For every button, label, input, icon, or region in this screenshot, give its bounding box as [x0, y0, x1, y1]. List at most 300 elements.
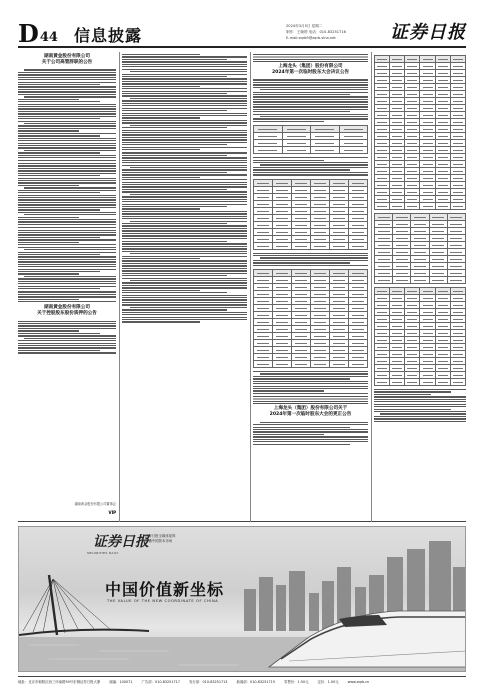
cell-text: [392, 171, 402, 172]
text-line: [260, 422, 368, 423]
cell-text: [344, 143, 363, 144]
table-cell: [254, 304, 273, 311]
text-line: [24, 123, 116, 124]
cell-text: [396, 217, 408, 218]
cell-text: [407, 382, 417, 383]
table-cell: [435, 351, 450, 358]
table-cell: [450, 189, 465, 196]
text-line: [18, 352, 116, 353]
table-cell: [450, 379, 465, 386]
table-cell: [411, 270, 429, 277]
cell-text: [377, 319, 387, 320]
cell-text: [295, 239, 308, 240]
table-row: [254, 346, 368, 353]
table-cell: [390, 56, 405, 63]
text-line: [122, 105, 247, 106]
cell-text: [423, 143, 433, 144]
cell-text: [423, 171, 433, 172]
table-cell: [450, 119, 465, 126]
cell-text: [276, 364, 289, 365]
cell-text: [276, 322, 289, 323]
table-cell: [273, 193, 292, 200]
cell-text: [407, 361, 417, 362]
cell-text: [333, 232, 346, 233]
text-line: [253, 424, 368, 425]
table-cell: [311, 283, 330, 290]
column-divider: [250, 52, 251, 522]
cell-text: [392, 333, 402, 334]
newspaper-logo: 证券日报: [390, 22, 466, 43]
table-cell: [450, 133, 465, 140]
table-cell: [349, 186, 368, 193]
cell-text: [432, 245, 444, 246]
cell-text: [396, 280, 408, 281]
table-cell: [375, 277, 393, 284]
cell-text: [314, 225, 327, 226]
cell-text: [377, 129, 387, 130]
table-cell: [405, 337, 420, 344]
text-line: [18, 155, 116, 156]
cell-text: [438, 340, 448, 341]
table-cell: [349, 242, 368, 249]
cell-text: [314, 343, 327, 344]
text-line: [122, 91, 247, 92]
cell-text: [392, 129, 402, 130]
table-cell: [450, 196, 465, 203]
text-line: [253, 169, 350, 170]
column-divider: [119, 52, 120, 522]
table-cell: [435, 302, 450, 309]
text-line: [18, 347, 116, 348]
cell-text: [295, 280, 308, 281]
text-line: [18, 143, 116, 144]
text-block: [122, 54, 247, 150]
text-line: [18, 230, 116, 231]
cell-text: [314, 246, 327, 247]
cell-text: [414, 217, 426, 218]
cell-text: [333, 197, 346, 198]
table-cell: [450, 98, 465, 105]
cell-text: [407, 206, 417, 207]
cell-text: [396, 224, 408, 225]
cell-text: [453, 115, 463, 116]
text-line: [18, 104, 116, 105]
cell-text: [377, 291, 387, 292]
cell-text: [407, 291, 417, 292]
table-cell: [420, 98, 435, 105]
text-line: [18, 195, 116, 196]
table-cell: [390, 344, 405, 351]
text-line: [122, 83, 247, 84]
cell-text: [392, 319, 402, 320]
text-line: [122, 260, 247, 261]
cell-text: [257, 308, 270, 309]
table-cell: [375, 351, 390, 358]
table-cell: [435, 295, 450, 302]
cell-text: [453, 326, 463, 327]
cell-text: [257, 357, 270, 358]
table-cell: [273, 214, 292, 221]
text-line: [374, 401, 466, 402]
cell-text: [333, 280, 346, 281]
text-line: [122, 238, 247, 239]
table-cell: [435, 323, 450, 330]
cell-text: [414, 245, 426, 246]
cell-text: [377, 185, 387, 186]
page-letter: D: [18, 19, 39, 48]
column-divider: [371, 52, 372, 522]
ad-slogan-english: THE VALUE OF THE NEW COORDINATE OF CHINA: [107, 599, 219, 603]
cell-text: [295, 273, 308, 274]
cell-text: [315, 136, 334, 137]
cell-text: [407, 101, 417, 102]
column-4: [374, 52, 466, 423]
cell-text: [423, 101, 433, 102]
table-cell: [420, 91, 435, 98]
text-line: [24, 276, 116, 277]
cell-text: [314, 308, 327, 309]
text-line: [18, 296, 116, 297]
cell-text: [295, 294, 308, 295]
text-line: [253, 114, 368, 115]
cell-text: [352, 183, 365, 184]
cell-text: [396, 266, 408, 267]
table-row: [375, 288, 466, 295]
cell-text: [438, 291, 448, 292]
text-line: [122, 204, 247, 205]
cell-text: [276, 350, 289, 351]
table-cell: [330, 276, 349, 283]
table-cell: [292, 297, 311, 304]
cell-text: [423, 164, 433, 165]
cell-text: [414, 280, 426, 281]
cell-text: [450, 273, 462, 274]
text-line: [253, 121, 324, 122]
table-cell: [390, 77, 405, 84]
table-cell: [273, 353, 292, 360]
table-row: [375, 270, 466, 277]
cell-text: [392, 87, 402, 88]
cell-text: [407, 122, 417, 123]
table-cell: [390, 351, 405, 358]
table-cell: [254, 318, 273, 325]
cell-text: [333, 294, 346, 295]
text-line: [18, 140, 116, 141]
cell-text: [314, 294, 327, 295]
cell-text: [276, 336, 289, 337]
cell-text: [333, 336, 346, 337]
table-cell: [420, 77, 435, 84]
table-cell: [420, 112, 435, 119]
cell-text: [438, 382, 448, 383]
table-cell: [330, 214, 349, 221]
table-row: [254, 126, 368, 133]
text-line: [122, 137, 247, 138]
table-cell: [447, 235, 465, 242]
table-cell: [435, 175, 450, 182]
table-cell: [311, 186, 330, 193]
data-table: [374, 55, 466, 210]
cell-text: [378, 238, 390, 239]
text-line: [130, 280, 248, 281]
text-block: [122, 241, 247, 323]
text-line: [122, 165, 247, 166]
table-cell: [435, 77, 450, 84]
cell-text: [423, 340, 433, 341]
table-cell: [420, 323, 435, 330]
text-block: [18, 163, 116, 225]
table-row: [254, 235, 368, 242]
text-line: [122, 54, 200, 55]
cell-text: [423, 94, 433, 95]
text-line: [122, 248, 247, 249]
text-line: [253, 167, 368, 168]
cell-text: [423, 73, 433, 74]
table-row: [375, 277, 466, 284]
table-cell: [405, 140, 420, 147]
table-cell: [450, 344, 465, 351]
text-line: [253, 427, 350, 428]
table-row: [375, 351, 466, 358]
cell-text: [333, 357, 346, 358]
cell-text: [450, 252, 462, 253]
table-cell: [450, 365, 465, 372]
text-line: [122, 285, 247, 286]
text-line: [18, 180, 116, 181]
table-cell: [330, 269, 349, 276]
ad-illustration: [19, 527, 466, 672]
cell-text: [438, 150, 448, 151]
cell-text: [423, 305, 433, 306]
table-row: [375, 105, 466, 112]
table-cell: [450, 112, 465, 119]
cell-text: [295, 301, 308, 302]
table-cell: [405, 154, 420, 161]
cell-text: [257, 218, 270, 219]
table-cell: [254, 207, 273, 214]
table-cell: [282, 140, 311, 147]
cell-text: [423, 66, 433, 67]
table-cell: [435, 105, 450, 112]
cell-text: [392, 361, 402, 362]
text-line: [18, 333, 100, 334]
table-cell: [435, 112, 450, 119]
table-row: [375, 112, 466, 119]
text-line: [18, 291, 116, 292]
table-cell: [349, 269, 368, 276]
footer-website[interactable]: www.zqrb.cn: [347, 680, 370, 684]
table-cell: [375, 168, 390, 175]
table-row: [375, 214, 466, 221]
text-line: [122, 233, 247, 234]
cell-text: [450, 280, 462, 281]
table-cell: [420, 154, 435, 161]
cell-text: [377, 361, 387, 362]
cell-text: [314, 329, 327, 330]
table-cell: [405, 288, 420, 295]
text-line: [18, 345, 116, 346]
cell-text: [438, 136, 448, 137]
text-line: [122, 108, 247, 109]
text-line: [374, 411, 466, 412]
text-line: [253, 376, 368, 377]
table-cell: [450, 323, 465, 330]
advertisement: [18, 526, 466, 672]
page-number: 44: [39, 30, 58, 45]
cell-text: [377, 382, 387, 383]
section-title: 信息披露: [74, 26, 143, 45]
text-line: [253, 444, 350, 445]
table-cell: [311, 214, 330, 221]
table-cell: [420, 189, 435, 196]
table-cell: [349, 193, 368, 200]
table-cell: [292, 235, 311, 242]
table-cell: [390, 309, 405, 316]
table-cell: [375, 147, 390, 154]
text-block: [374, 389, 466, 422]
cell-text: [276, 280, 289, 281]
text-line: [253, 162, 368, 163]
cell-text: [423, 312, 433, 313]
table-cell: [429, 263, 447, 270]
table-cell: [330, 311, 349, 318]
table-cell: [405, 77, 420, 84]
table-cell: [420, 56, 435, 63]
text-line: [122, 297, 247, 298]
text-line: [122, 179, 247, 180]
cell-text: [377, 298, 387, 299]
cell-text: [257, 190, 270, 191]
table-cell: [330, 242, 349, 249]
table-row: [375, 182, 466, 189]
table-cell: [339, 147, 368, 154]
cell-text: [407, 199, 417, 200]
table-cell: [292, 179, 311, 186]
text-line: [253, 87, 368, 88]
data-table: [253, 179, 368, 250]
text-line: [130, 221, 248, 222]
text-line: [122, 115, 247, 116]
data-table: [253, 125, 368, 154]
table-row: [254, 221, 368, 228]
text-line: [122, 160, 247, 161]
table-row: [375, 235, 466, 242]
cell-text: [378, 252, 390, 253]
table-cell: [435, 316, 450, 323]
cell-text: [423, 122, 433, 123]
cell-text: [314, 211, 327, 212]
cell-text: [333, 218, 346, 219]
table-cell: [311, 193, 330, 200]
table-cell: [330, 193, 349, 200]
cell-text: [352, 350, 365, 351]
table-cell: [311, 339, 330, 346]
cell-text: [344, 136, 363, 137]
table-cell: [349, 283, 368, 290]
table-cell: [375, 77, 390, 84]
cell-text: [378, 245, 390, 246]
table-cell: [273, 332, 292, 339]
cell-text: [438, 59, 448, 60]
table-cell: [349, 297, 368, 304]
cell-text: [407, 108, 417, 109]
text-line: [122, 117, 200, 118]
table-cell: [375, 112, 390, 119]
cell-text: [314, 315, 327, 316]
cell-text: [377, 354, 387, 355]
table-row: [375, 203, 466, 210]
cell-text: [295, 197, 308, 198]
table-cell: [254, 179, 273, 186]
table-cell: [375, 309, 390, 316]
date-line: 2024年3月5日 星期二: [286, 24, 323, 28]
cell-text: [352, 211, 365, 212]
cell-text: [333, 329, 346, 330]
table-cell: [292, 242, 311, 249]
footer-postcode: 邮编：100071: [109, 680, 133, 684]
table-cell: [420, 337, 435, 344]
table-cell: [435, 379, 450, 386]
table-cell: [411, 214, 429, 221]
cell-text: [377, 108, 387, 109]
table-cell: [254, 133, 283, 140]
table-cell: [375, 242, 393, 249]
text-line: [122, 196, 247, 197]
table-cell: [429, 214, 447, 221]
table-row: [375, 256, 466, 263]
text-line: [18, 94, 116, 95]
table-cell: [429, 221, 447, 228]
cell-text: [453, 340, 463, 341]
table-cell: [311, 311, 330, 318]
table-cell: [390, 98, 405, 105]
ad-tagline-2: 读懂中国资本市场: [145, 539, 173, 543]
table-cell: [429, 228, 447, 235]
data-table: [374, 287, 466, 386]
text-line: [253, 104, 368, 105]
table-cell: [393, 242, 411, 249]
table-cell: [349, 353, 368, 360]
table-row: [375, 323, 466, 330]
table-cell: [375, 133, 390, 140]
table-cell: [390, 140, 405, 147]
cell-text: [438, 298, 448, 299]
table-cell: [435, 344, 450, 351]
cell-text: [295, 183, 308, 184]
table-row: [375, 154, 466, 161]
table-cell: [390, 133, 405, 140]
text-line: [260, 116, 368, 117]
cell-text: [258, 136, 277, 137]
table-row: [254, 200, 368, 207]
text-line: [253, 439, 368, 440]
table-row: [375, 119, 466, 126]
text-line: [122, 223, 227, 224]
text-line: [18, 160, 116, 161]
text-line: [122, 230, 247, 231]
cell-text: [257, 336, 270, 337]
text-line: [122, 317, 247, 318]
table-cell: [420, 63, 435, 70]
cell-text: [438, 361, 448, 362]
table-cell: [375, 365, 390, 372]
table-cell: [311, 276, 330, 283]
cell-text: [432, 280, 444, 281]
table-cell: [429, 277, 447, 284]
cell-text: [392, 375, 402, 376]
table-cell: [375, 358, 390, 365]
table-row: [375, 133, 466, 140]
